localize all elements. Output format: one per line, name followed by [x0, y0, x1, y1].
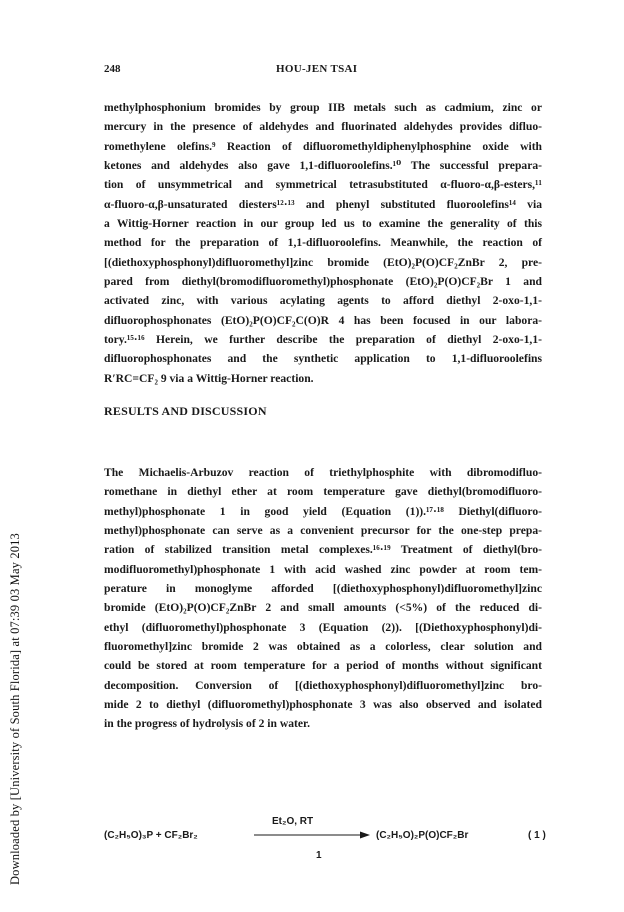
- text-line: ketones and aldehydes also gave 1,1-difluoroolefins.¹⁰ The successful prepara-: [104, 159, 542, 173]
- text-line: methyl)phosphonate 1 in good yield (Equation (1)).¹⁷·¹⁸ Diethyl(difluoro-: [104, 504, 542, 518]
- equation-product: (C₂H₅O)₂P(O)CF₂Br: [376, 830, 469, 841]
- text-line: α-fluoro-α,β-unsaturated diesters¹²·¹³ and phenyl substituted fluoroolefins¹⁴ via: [104, 197, 542, 211]
- compound-number: 1: [316, 850, 322, 861]
- page-number: 248: [104, 63, 121, 75]
- section-heading: RESULTS AND DISCUSSION: [104, 404, 267, 418]
- text-line: difluorophosphonates (EtO)₂P(O)CF₂C(O)R 4 has been focused in our labora-: [104, 313, 542, 327]
- text-line: ethyl (difluoromethyl)phosphonate 3 (Equation (2)). [(Diethoxyphosphonyl)di-: [104, 620, 542, 634]
- equation-conditions: Et₂O, RT: [272, 816, 314, 827]
- equation-number: ( 1 ): [528, 830, 546, 841]
- text-line: fluoromethyl]zinc bromide 2 was obtained as a colorless, clear solution and: [104, 640, 542, 654]
- text-line: method for the preparation of 1,1-difluoroolefins. Meanwhile, the reaction of: [104, 236, 542, 250]
- text-line: mide 2 to diethyl (difluoromethyl)phosphonate 3 was also observed and isolated: [104, 698, 542, 712]
- text-line: [(diethoxyphosphonyl)difluoromethyl]zinc bromide (EtO)₂P(O)CF₂ZnBr 2, pre-: [104, 255, 542, 269]
- running-head: HOU-JEN TSAI: [276, 63, 358, 75]
- text-line: a Wittig-Horner reaction in our group led us to examine the generality of this: [104, 217, 542, 231]
- text-line: R′RC=CF₂ 9 via a Wittig-Horner reaction.: [104, 371, 314, 385]
- reaction-arrow-icon: [254, 829, 370, 841]
- text-line: methylphosphonium bromides by group IIB metals such as cadmium, zinc or: [104, 101, 542, 114]
- text-line: perature in monoglyme afforded [(diethoxyphosphonyl)difluoromethyl]zinc: [104, 582, 542, 596]
- text-line: difluorophosphonates and the synthetic application to 1,1-difluoroolefins: [104, 352, 542, 366]
- text-line: methyl)phosphonate can serve as a convenient precursor for the one-step prepa-: [104, 524, 542, 538]
- text-line: in the progress of hydrolysis of 2 in water.: [104, 717, 311, 731]
- text-line: activated zinc, with various acylating agents to afford diethyl 2-oxo-1,1-: [104, 294, 542, 308]
- text-line: The Michaelis-Arbuzov reaction of triethylphosphite with dibromodifluo-: [104, 466, 542, 479]
- text-line: bromide (EtO)₂P(O)CF₂ZnBr 2 and small amounts (<5%) of the reduced di-: [104, 601, 542, 615]
- text-line: romethylene olefins.⁹ Reaction of difluoromethyldiphenylphosphine oxide with: [104, 139, 542, 153]
- chemical-equation-1: [104, 816, 546, 872]
- text-line: pared from diethyl(bromodifluoromethyl)phosphonate (EtO)₂P(O)CF₂Br 1 and: [104, 275, 542, 289]
- text-line: romethane in diethyl ether at room temperature gave diethyl(bromodifluoro-: [104, 485, 542, 499]
- text-line: could be stored at room temperature for a period of months without significant: [104, 659, 542, 673]
- text-line: modifluoromethyl)phosphonate 1 with acid washed zinc powder at room tem-: [104, 562, 542, 576]
- download-notice-text: Downloaded by [University of South Florida] at 07:39 03 May 2013: [8, 533, 22, 885]
- text-line: tory.¹⁵·¹⁶ Herein, we further describe the preparation of diethyl 2-oxo-1,1-: [104, 333, 542, 347]
- paragraph-results: [104, 463, 542, 734]
- text-line: decomposition. Conversion of [(diethoxyphosphonyl)difluoromethyl]zinc bro-: [104, 678, 542, 692]
- text-line: mercury in the presence of aldehydes and fluorinated aldehydes provides difluo-: [104, 120, 542, 134]
- text-line: tion of unsymmetrical and symmetrical tetrasubstituted α-fluoro-α,β-esters,¹¹: [104, 178, 542, 192]
- equation-reactants: (C₂H₅O)₃P + CF₂Br₂: [104, 830, 198, 841]
- paragraph-intro: [104, 98, 542, 388]
- text-line: ration of stabilized transition metal complexes.¹⁶·¹⁹ Treatment of diethyl(bro-: [104, 543, 542, 557]
